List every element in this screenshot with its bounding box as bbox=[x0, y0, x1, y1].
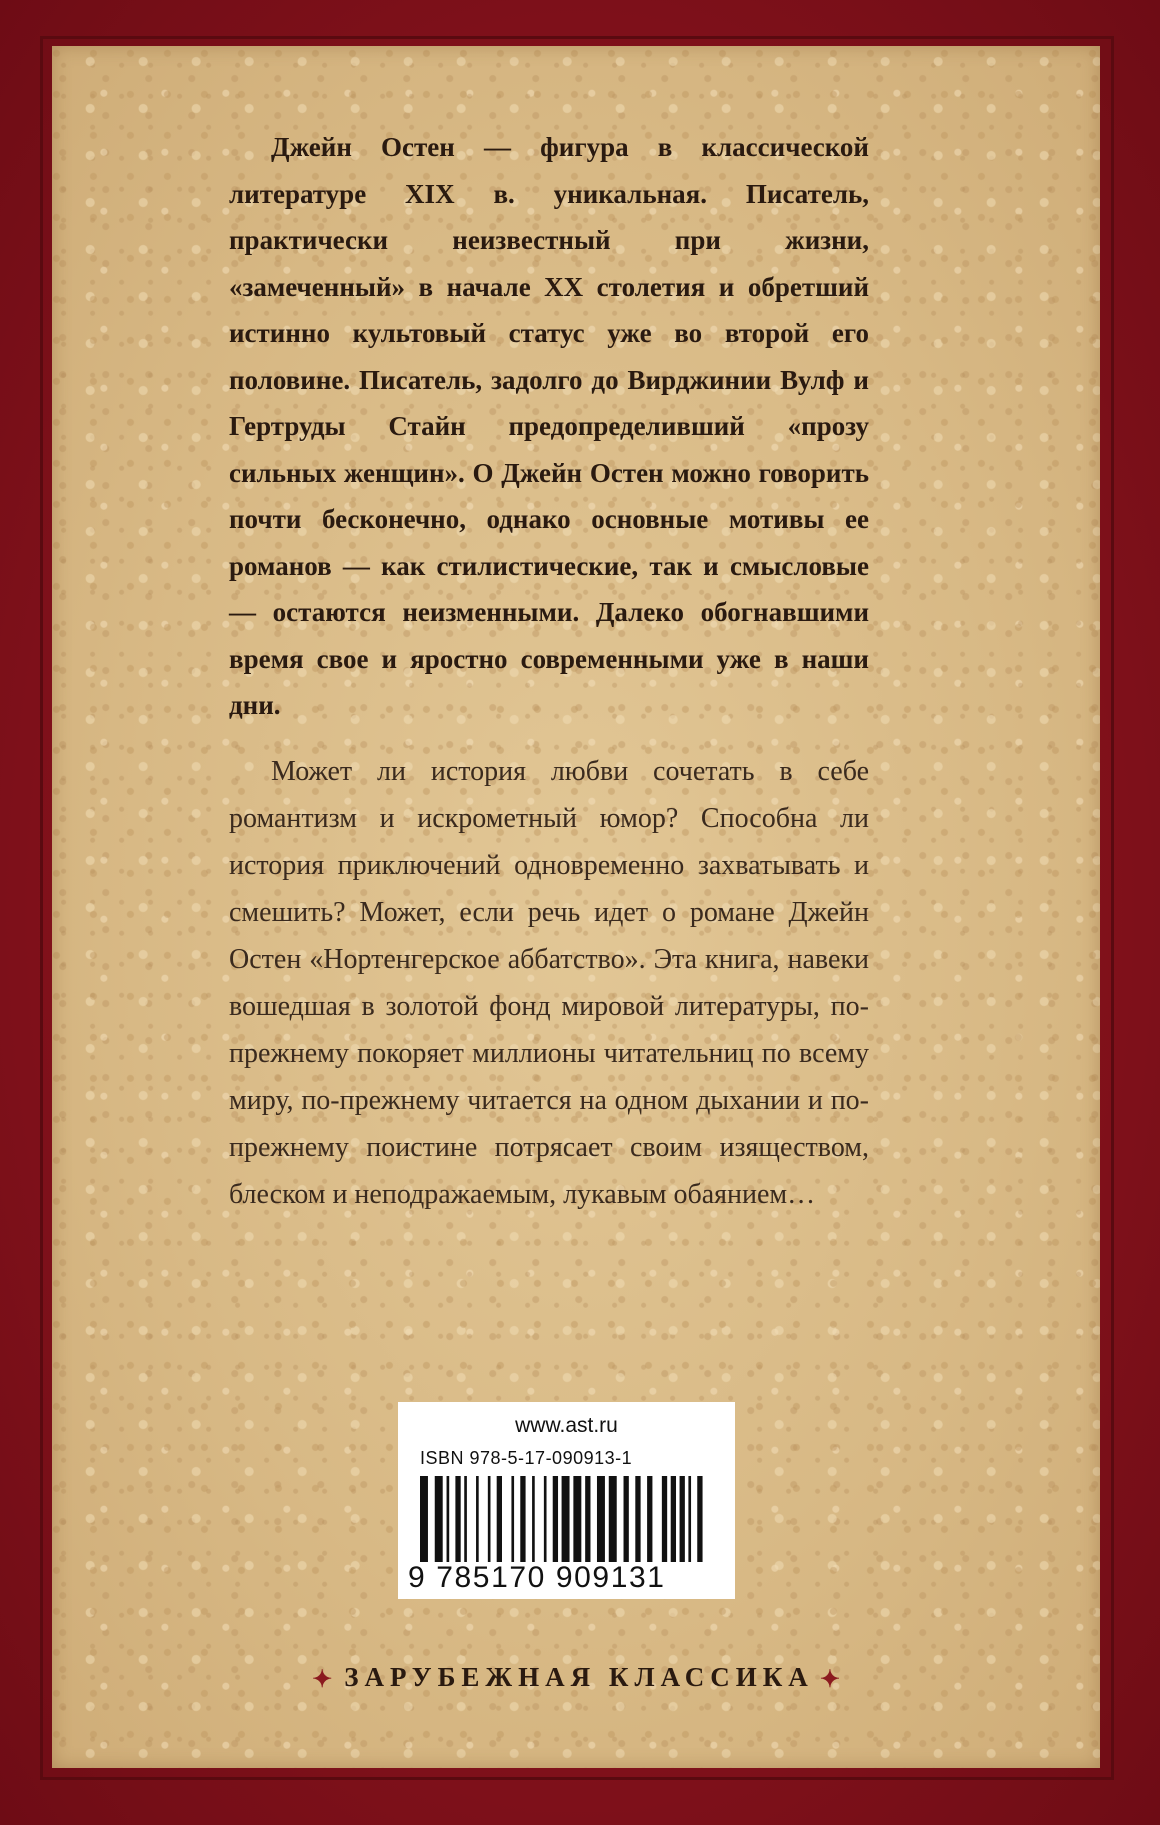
barcode-digits: 9 785170 909131 bbox=[408, 1561, 666, 1594]
barcode-bar bbox=[573, 1476, 581, 1562]
ornament-left-icon: ✦ bbox=[312, 1667, 333, 1694]
barcode-bars bbox=[420, 1476, 712, 1562]
barcode-bar bbox=[671, 1476, 676, 1562]
barcode-bar bbox=[435, 1476, 443, 1562]
barcode-bar bbox=[447, 1476, 450, 1562]
barcode-bar bbox=[420, 1476, 428, 1562]
barcode-bar bbox=[455, 1476, 460, 1562]
barcode-bar bbox=[624, 1476, 629, 1562]
barcode-bar bbox=[476, 1476, 479, 1562]
barcode-bar bbox=[464, 1476, 467, 1562]
barcode-bar bbox=[532, 1476, 535, 1562]
series-title bbox=[52, 1662, 1100, 1694]
barcode-bar bbox=[635, 1476, 640, 1562]
barcode-bar bbox=[544, 1476, 547, 1562]
barcode-bar bbox=[520, 1476, 525, 1562]
publisher-website: www.ast.ru bbox=[515, 1414, 618, 1437]
barcode-bar bbox=[662, 1476, 667, 1562]
barcode-bar bbox=[488, 1476, 491, 1562]
barcode-bar bbox=[511, 1476, 514, 1562]
barcode-bar bbox=[697, 1476, 702, 1562]
barcode-bar bbox=[609, 1476, 617, 1562]
ornament-right-icon: ✦ bbox=[819, 1667, 840, 1694]
barcode-bar bbox=[647, 1476, 652, 1562]
isbn-number: ISBN 978-5-17-090913-1 bbox=[420, 1448, 633, 1468]
annotation-paragraph-2: Может ли история любви сочетать в себе романтизм и искрометный юмор? Способна ли история приключений одновременно захватывать и смешить? Может, если речь идет о романе Джейн Остен «Нортенгерское аббатство». Эта книга, навеки вошедшая в золотой фонд мировой литературы, по-прежнему покоряет миллионы читательниц по всему миру, по-прежнему читается на одном дыхании и по-прежнему поистине потрясает своим изяществом, блеском и неподражаемым, лукавым обаянием… bbox=[229, 756, 869, 1210]
barcode-bar bbox=[585, 1476, 590, 1562]
annotation-paragraph-1: Джейн Остен — фигура в классической литературе XIX в. уникальная. Писатель, практически неизвестный при жизни, «замеченный» в начале XX столетия и обретший истинно культовый статус уже во второй его половине. Писатель, задолго до Вирджинии Вулф и Гертруды Стайн предопределивший «прозу сильных женщин». О Джейн Остен можно говорить почти бесконечно, однако основные мотивы ее романов — как стилистические, так и смысловые — остаются неизменными. Далеко обогнавшими время свое и яростно современными уже в наши дни. bbox=[229, 132, 869, 720]
barcode-bar bbox=[562, 1476, 570, 1562]
barcode-bar bbox=[597, 1476, 605, 1562]
barcode-bar bbox=[680, 1476, 685, 1562]
barcode-label bbox=[398, 1402, 735, 1599]
barcode-bar bbox=[553, 1476, 558, 1562]
barcode-bar bbox=[497, 1476, 502, 1562]
series-name: ЗАРУБЕЖНАЯ КЛАССИКА bbox=[344, 1662, 814, 1692]
barcode-bar bbox=[688, 1476, 691, 1562]
